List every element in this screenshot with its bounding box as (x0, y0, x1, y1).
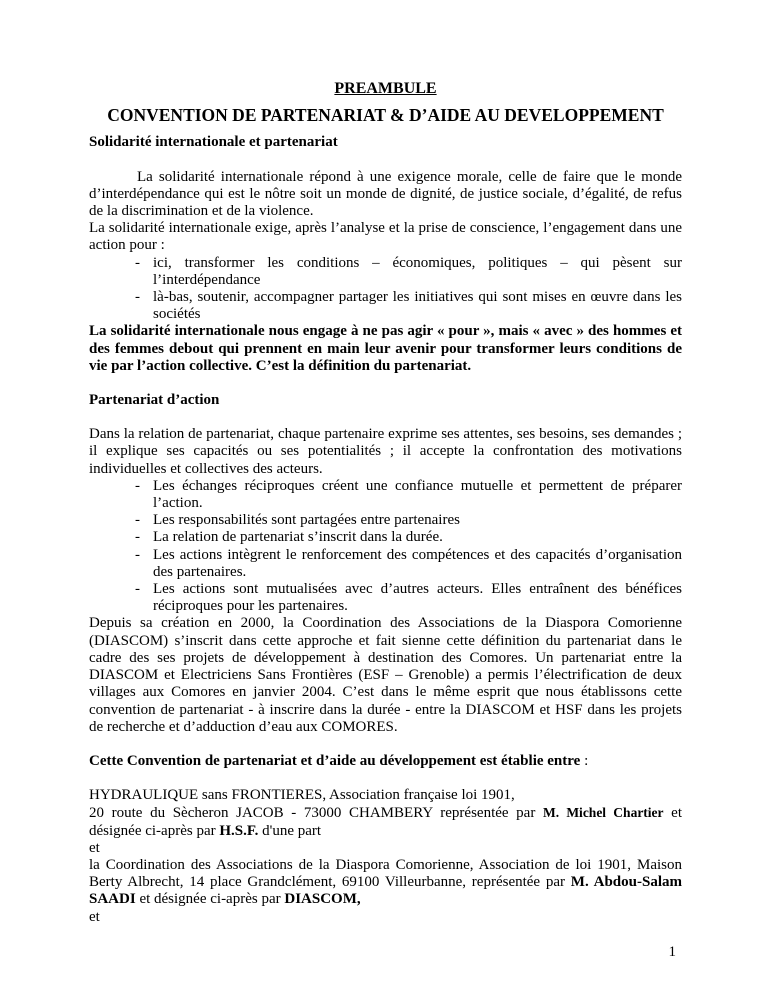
party-hsf-address: 20 route du Sècheron JACOB - 73000 CHAMBERY représentée par M. Michel Chartier et désignée ci-après par H.S.F. d'une part (89, 805, 682, 839)
conjunction: et (89, 908, 100, 925)
section-heading-convention: Cette Convention de partenariat et d’aide au développement est établie entre : (89, 752, 589, 769)
list-item: - Les actions sont mutualisées avec d’autres acteurs. Elles entraînent des bénéfices réciproques pour les partenaires. (135, 581, 682, 615)
dash-list (89, 478, 682, 616)
preamble-title: PREAMBULE (334, 80, 437, 97)
list-item: - Les échanges réciproques créent une confiance mutuelle et permettent de préparer l’action. (135, 477, 682, 512)
list-item: - La relation de partenariat s’inscrit dans la durée. (135, 529, 443, 546)
list-item: - ici, transformer les conditions – économiques, politiques – qui pèsent sur l’interdépendance (135, 254, 682, 288)
section-heading-partenariat-action: Partenariat d’action (89, 392, 220, 409)
paragraph: La solidarité internationale exige, après l’analyse et la prise de conscience, l’engagement dans une action pour : (89, 220, 682, 254)
list-item: - là-bas, soutenir, accompagner partager les initiatives qui sont mises en œuvre dans les sociétés (135, 289, 682, 323)
conjunction: et (89, 839, 100, 856)
bold-paragraph: La solidarité internationale nous engage à ne pas agir « pour », mais « avec » des hommes et des femmes debout qui prennent en main leur avenir pour transformer leurs conditions de vie par l’action collective. C’est la définition du partenariat. (89, 323, 682, 374)
section-heading-solidarite: Solidarité internationale et partenariat (89, 134, 338, 151)
document-page (89, 80, 682, 926)
party-hsf-line1: HYDRAULIQUE sans FRONTIERES, Association française loi 1901, (89, 787, 515, 804)
paragraph: Depuis sa création en 2000, la Coordination des Associations de la Diaspora Comorienne (DIASCOM) s’inscrit dans cette approche et fait sienne cette définition du partenariat dans le cadre des ses projets de développement à destination des Comores. Un partenariat entre la DIASCOM et Electriciens Sans Frontières (ESF – Grenoble) a permis l’électrification de deux villages aux Comores en janvier 2004. C’est dans le même esprit que nous établissons cette convention de partenariat - à inscrire dans la durée - entre la DIASCOM et HSF dans les projets de recherche et d’adduction d’eau aux COMORES. (89, 615, 682, 735)
paragraph: Dans la relation de partenariat, chaque partenaire exprime ses attentes, ses besoins, ses demandes ; il explique ses capacités ou ses potentialités ; il accepte la confrontation des motivations individuelles et collectives des acteurs. (89, 426, 682, 477)
party-diascom: la Coordination des Associations de la Diaspora Comorienne, Association de loi 1901, Maison Berty Albrecht, 14 place Grandclément, 69100 Villeurbanne, représentée par M. Abdou-Salam SAADI et désignée ci-après par DIASCOM, (89, 856, 682, 908)
list-item: - Les actions intègrent le renforcement des compétences et des capacités d’organisation des partenaires. (135, 546, 682, 580)
dash-list (89, 255, 682, 324)
document-title: CONVENTION DE PARTENARIAT & D’AIDE AU DEVELOPPEMENT (107, 105, 664, 126)
page-number: 1 (668, 944, 676, 960)
list-item: - Les responsabilités sont partagées entre partenaires (135, 512, 460, 529)
paragraph: La solidarité internationale répond à une exigence morale, celle de faire que le monde d’interdépendance qui est le nôtre soit un monde de dignité, de justice sociale, d’égalité, de refus de la discrimination et de la violence. (89, 168, 682, 220)
